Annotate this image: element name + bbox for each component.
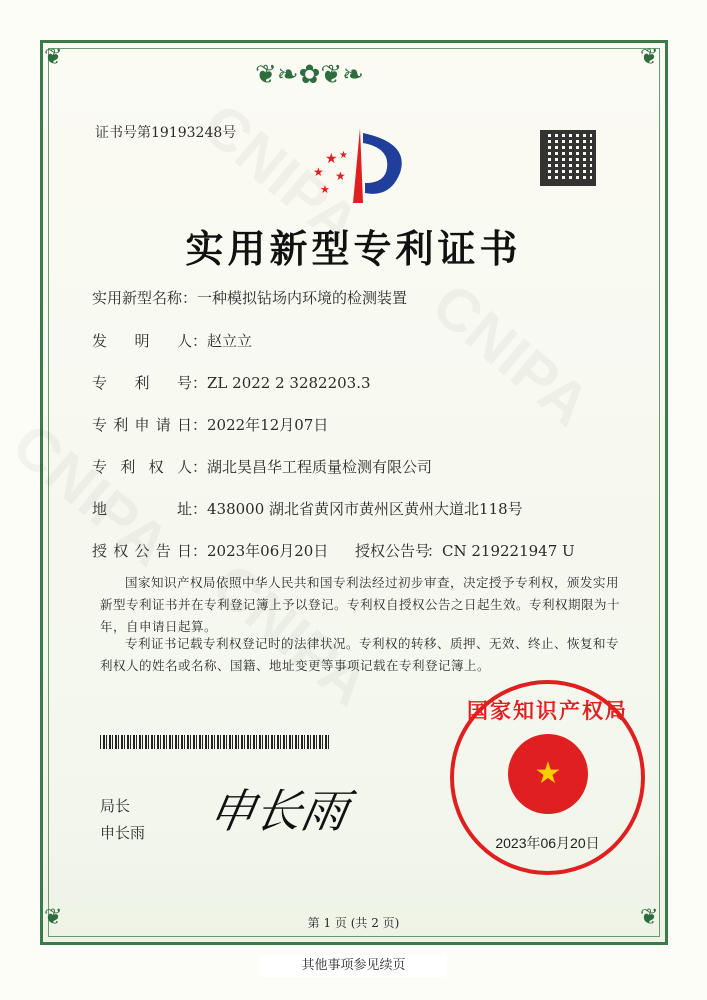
page-info: 第 1 页 (共 2 页): [307, 916, 400, 930]
field-name: 实用新型名称：一种模拟钻场内环境的检测装置: [92, 289, 408, 307]
field-application-date: 专利申请日：2022年12月07日: [92, 416, 329, 434]
seal-text: 国家知识产权局: [467, 698, 628, 723]
signature: 申长雨: [204, 784, 353, 838]
footer-note: 其他事项参见续页: [260, 955, 447, 977]
svg-text:★: ★: [335, 169, 346, 183]
qr-code: [540, 130, 596, 186]
director-title: 局长: [100, 797, 131, 815]
svg-text:★: ★: [313, 165, 324, 179]
field-patent-number: 专利号：ZL 2022 2 3282203.3: [92, 374, 371, 392]
field-patentee: 专利权人：湖北昊昌华工程质量检测有限公司: [92, 458, 433, 476]
barcode: [100, 735, 330, 749]
statement-paragraph: 国家知识产权局依照中华人民共和国专利法经过初步审查，决定授予专利权，颁发实用新型专利证书并在专利登记簿上予以登记。专利权自授权公告之日起生效。专利权期限为十年，自申请日起算。: [100, 575, 621, 634]
director-name: 申长雨: [100, 824, 146, 842]
corner-ornament: ❦: [44, 45, 63, 70]
svg-text:★: ★: [325, 151, 338, 167]
seal-date: 2023年06月20日: [495, 835, 600, 851]
svg-text:★: ★: [320, 183, 330, 196]
field-inventor: 发明人：赵立立: [92, 332, 253, 350]
corner-ornament: ❦: [640, 905, 659, 930]
page-title: 实用新型专利证书: [185, 226, 522, 271]
field-announcement-number: 授权公告号：CN 219221947 U: [355, 542, 575, 560]
official-seal: [450, 680, 645, 875]
certificate-number: 证书号第19193248号: [95, 125, 237, 141]
field-address: 地址：438000 湖北省黄冈市黄州区黄州大道北118号: [92, 500, 523, 518]
national-emblem-icon: ★: [508, 734, 588, 814]
top-ornament: ❦❧✿❦❧: [255, 60, 364, 90]
corner-ornament: ❦: [44, 905, 63, 930]
statement-paragraph: 专利证书记载专利权登记时的法律状况。专利权的转移、质押、无效、终止、恢复和专利权人的姓名或名称、国籍、地址变更等事项记载在专利登记簿上。: [100, 636, 620, 673]
svg-text:★: ★: [339, 150, 348, 161]
corner-ornament: ❦: [640, 45, 659, 70]
cnipa-logo: [305, 118, 415, 208]
field-grant-date: 授权公告日：2023年06月20日: [92, 542, 329, 560]
